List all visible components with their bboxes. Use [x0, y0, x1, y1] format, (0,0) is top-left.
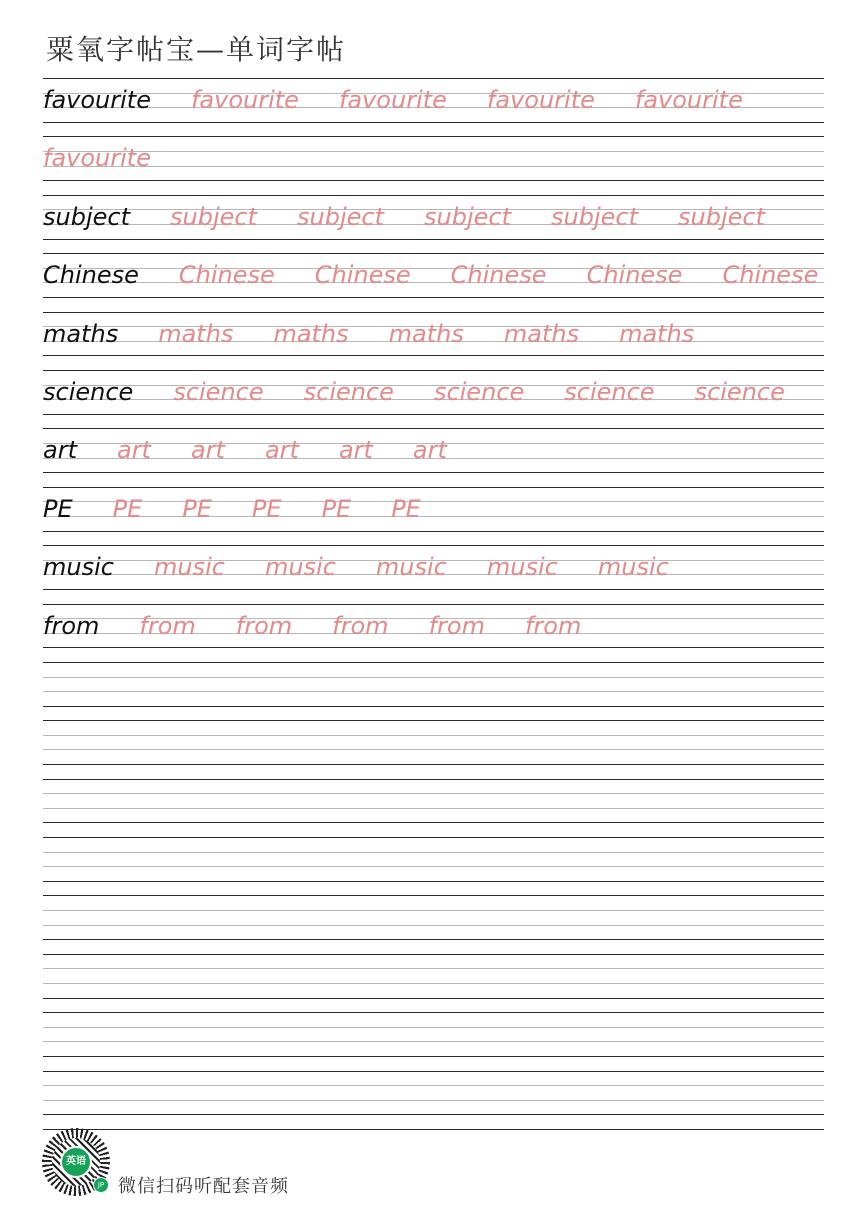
guide-line — [43, 78, 824, 79]
trace-word: subject — [170, 202, 257, 231]
guide-line — [43, 312, 824, 313]
model-word: art — [43, 436, 77, 465]
blank-row — [43, 1071, 824, 1129]
guide-line — [43, 136, 824, 137]
trace-word: art — [264, 436, 299, 465]
scan-instruction: 微信扫码听配套音频 — [118, 1176, 289, 1197]
model-word: from — [43, 611, 100, 640]
trace-word: favourite — [634, 86, 743, 114]
trace-word: Chinese — [722, 261, 819, 290]
guide-line — [43, 662, 824, 663]
guide-line — [43, 1071, 824, 1072]
trace-word: from — [428, 611, 485, 640]
guide-line — [43, 837, 824, 838]
trace-word: from — [139, 611, 196, 640]
copybook-sheet — [43, 78, 824, 1130]
trace-word: maths — [503, 319, 580, 348]
guide-line — [43, 1027, 824, 1028]
trace-word: music — [597, 553, 669, 582]
word-row — [43, 253, 824, 311]
trace-word: music — [375, 553, 447, 582]
guide-line — [43, 866, 824, 867]
trace-word: art — [190, 436, 225, 465]
trace-word: music — [264, 553, 336, 582]
guide-line — [43, 998, 824, 999]
qr-corner-badge: JP — [93, 1177, 109, 1193]
word-row — [43, 370, 824, 428]
model-word: subject — [43, 202, 130, 231]
guide-line — [43, 808, 824, 809]
trace-word: favourite — [486, 86, 595, 114]
page-title: 粟氧字帖宝—单词字帖 — [46, 33, 347, 66]
model-word: maths — [43, 319, 119, 348]
trace-word: from — [235, 611, 293, 640]
trace-word: subject — [678, 202, 765, 231]
word-row — [43, 136, 824, 194]
trace-word: maths — [619, 319, 695, 348]
trace-word: music — [153, 553, 225, 582]
guide-line — [43, 531, 824, 532]
guide-line — [43, 545, 824, 546]
guide-line — [43, 939, 824, 940]
trace-word: art — [116, 436, 151, 465]
footer — [42, 1128, 442, 1198]
blank-row — [43, 837, 824, 895]
guide-line — [43, 925, 824, 926]
trace-word: PE — [182, 494, 212, 523]
trace-word: music — [486, 553, 558, 582]
trace-word: science — [433, 377, 525, 406]
blank-row — [43, 720, 824, 778]
word-row — [43, 545, 824, 603]
trace-word: from — [332, 611, 389, 640]
trace-word: subject — [424, 202, 511, 231]
guide-line — [43, 793, 824, 794]
trace-word: Chinese — [450, 261, 547, 290]
guide-line — [43, 735, 824, 736]
trace-word: maths — [158, 319, 234, 348]
trace-word: Chinese — [314, 261, 411, 290]
guide-line — [43, 691, 824, 692]
guide-line — [43, 195, 824, 196]
trace-word: art — [412, 436, 447, 465]
guide-line — [43, 720, 824, 721]
guide-line — [43, 589, 824, 590]
trace-word: maths — [273, 319, 349, 348]
guide-line — [43, 472, 824, 473]
guide-line — [43, 428, 824, 429]
trace-word: maths — [388, 319, 464, 348]
trace-word: subject — [551, 202, 638, 231]
qr-code-icon[interactable] — [42, 1128, 110, 1196]
guide-line — [43, 1056, 824, 1057]
trace-word: science — [694, 377, 785, 406]
blank-row — [43, 662, 824, 720]
trace-word: subject — [297, 202, 384, 231]
trace-word: science — [173, 377, 264, 406]
guide-line — [43, 414, 824, 415]
trace-word: Chinese — [178, 261, 275, 290]
guide-line — [43, 677, 824, 678]
row-words — [43, 80, 824, 120]
blank-row — [43, 895, 824, 953]
guide-line — [43, 1114, 824, 1115]
row-words — [43, 197, 824, 237]
guide-line — [43, 910, 824, 911]
guide-line — [43, 1085, 824, 1086]
model-word: music — [43, 553, 114, 582]
row-words — [43, 606, 824, 646]
guide-line — [43, 895, 824, 896]
trace-word: PE — [321, 494, 352, 523]
word-row — [43, 78, 824, 136]
trace-word: Chinese — [586, 261, 683, 290]
word-row — [43, 604, 824, 662]
guide-line — [43, 253, 824, 254]
trace-word: favourite — [190, 86, 299, 114]
word-row — [43, 195, 824, 253]
qr-center-badge: 英语 — [60, 1146, 92, 1178]
trace-word: science — [303, 377, 394, 406]
guide-line — [43, 180, 824, 181]
row-words — [43, 138, 824, 178]
guide-line — [43, 822, 824, 823]
guide-line — [43, 749, 824, 750]
blank-row — [43, 1012, 824, 1070]
guide-line — [43, 355, 824, 356]
blank-row — [43, 954, 824, 1012]
trace-word: science — [564, 377, 655, 406]
guide-line — [43, 764, 824, 765]
guide-line — [43, 604, 824, 605]
guide-line — [43, 239, 824, 240]
row-words — [43, 547, 824, 587]
guide-line — [43, 852, 824, 853]
guide-line — [43, 1012, 824, 1013]
guide-line — [43, 954, 824, 955]
model-word: science — [43, 377, 134, 406]
trace-word: PE — [391, 494, 421, 523]
trace-word: art — [338, 436, 373, 465]
trace-word: PE — [251, 494, 282, 523]
row-words — [43, 430, 824, 470]
row-words — [43, 489, 824, 529]
word-row — [43, 487, 824, 545]
guide-line — [43, 968, 824, 969]
guide-line — [43, 881, 824, 882]
trace-word: favourite — [338, 86, 447, 114]
word-row — [43, 428, 824, 486]
guide-line — [43, 122, 824, 123]
guide-line — [43, 370, 824, 371]
guide-line — [43, 706, 824, 707]
guide-line — [43, 983, 824, 984]
word-row — [43, 312, 824, 370]
guide-line — [43, 779, 824, 780]
row-words — [43, 255, 824, 295]
model-word: PE — [43, 494, 73, 523]
model-word: favourite — [43, 86, 151, 114]
guide-line — [43, 487, 824, 488]
row-words — [43, 314, 824, 354]
guide-line — [43, 297, 824, 298]
trace-word: from — [524, 611, 582, 640]
guide-line — [43, 1041, 824, 1042]
model-word: Chinese — [43, 261, 139, 290]
trace-word: PE — [112, 494, 143, 523]
guide-line — [43, 647, 824, 648]
trace-word: favourite — [43, 144, 151, 173]
row-words — [43, 372, 824, 412]
blank-row — [43, 779, 824, 837]
guide-line — [43, 1100, 824, 1101]
